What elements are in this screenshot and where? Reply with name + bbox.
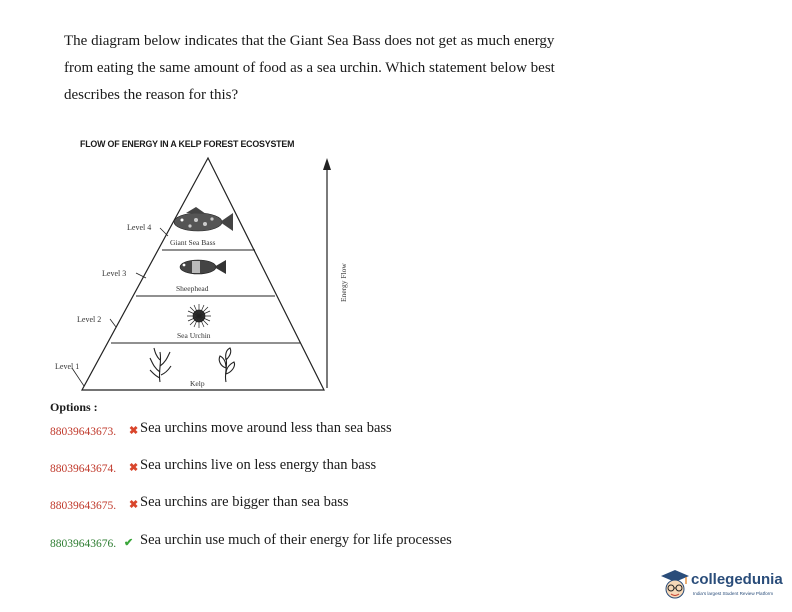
graduate-mascot-icon <box>660 568 690 604</box>
option-text: Sea urchins move around less than sea bass <box>140 420 392 436</box>
question-line: describes the reason for this? <box>64 87 239 103</box>
options-heading: Options : <box>50 400 98 414</box>
kelp-icon <box>150 348 235 382</box>
energy-flow-label: Energy Flow <box>339 263 348 302</box>
question-line: from eating the same amount of food as a sea urchin. Which statement below best <box>64 60 555 76</box>
check-icon: ✔ <box>124 537 134 549</box>
option-id: 88039643676. <box>50 538 117 550</box>
option-id: 88039643675. <box>50 500 117 512</box>
level-label: Level 4 <box>127 223 152 232</box>
cross-icon: ✖ <box>129 425 139 437</box>
cross-icon: ✖ <box>129 462 139 474</box>
brand-name: collegedunia <box>691 571 783 588</box>
organism-label: Giant Sea Bass <box>170 238 216 247</box>
level-label: Level 3 <box>102 269 127 278</box>
organism-label: Sea Urchin <box>177 331 211 340</box>
level-label: Level 2 <box>77 315 102 324</box>
option-text: Sea urchins are bigger than sea bass <box>140 494 349 510</box>
level-leader-line <box>160 228 168 236</box>
organism-label: Kelp <box>190 379 205 388</box>
option-id: 88039643673. <box>50 426 117 438</box>
diagram-title: FLOW OF ENERGY IN A KELP FOREST ECOSYSTEM <box>80 139 295 150</box>
giant-sea-bass-icon <box>174 207 233 231</box>
collegedunia-logo[interactable] <box>660 566 788 606</box>
sea-urchin-icon <box>187 304 211 328</box>
option-id: 88039643674. <box>50 463 117 475</box>
brand-tagline: India's largest Student Review Platform <box>693 591 774 596</box>
level-leader-line <box>110 319 116 327</box>
option-text: Sea urchins live on less energy than bass <box>140 457 377 473</box>
organism-label: Sheephead <box>176 284 209 293</box>
sheephead-icon <box>180 260 226 274</box>
option-text: Sea urchin use much of their energy for life processes <box>140 532 452 548</box>
cross-icon: ✖ <box>129 499 139 511</box>
question-line: The diagram below indicates that the Giant Sea Bass does not get as much energy <box>64 33 555 49</box>
energy-flow-arrowhead <box>323 158 331 170</box>
level-label: Level 1 <box>55 362 80 371</box>
